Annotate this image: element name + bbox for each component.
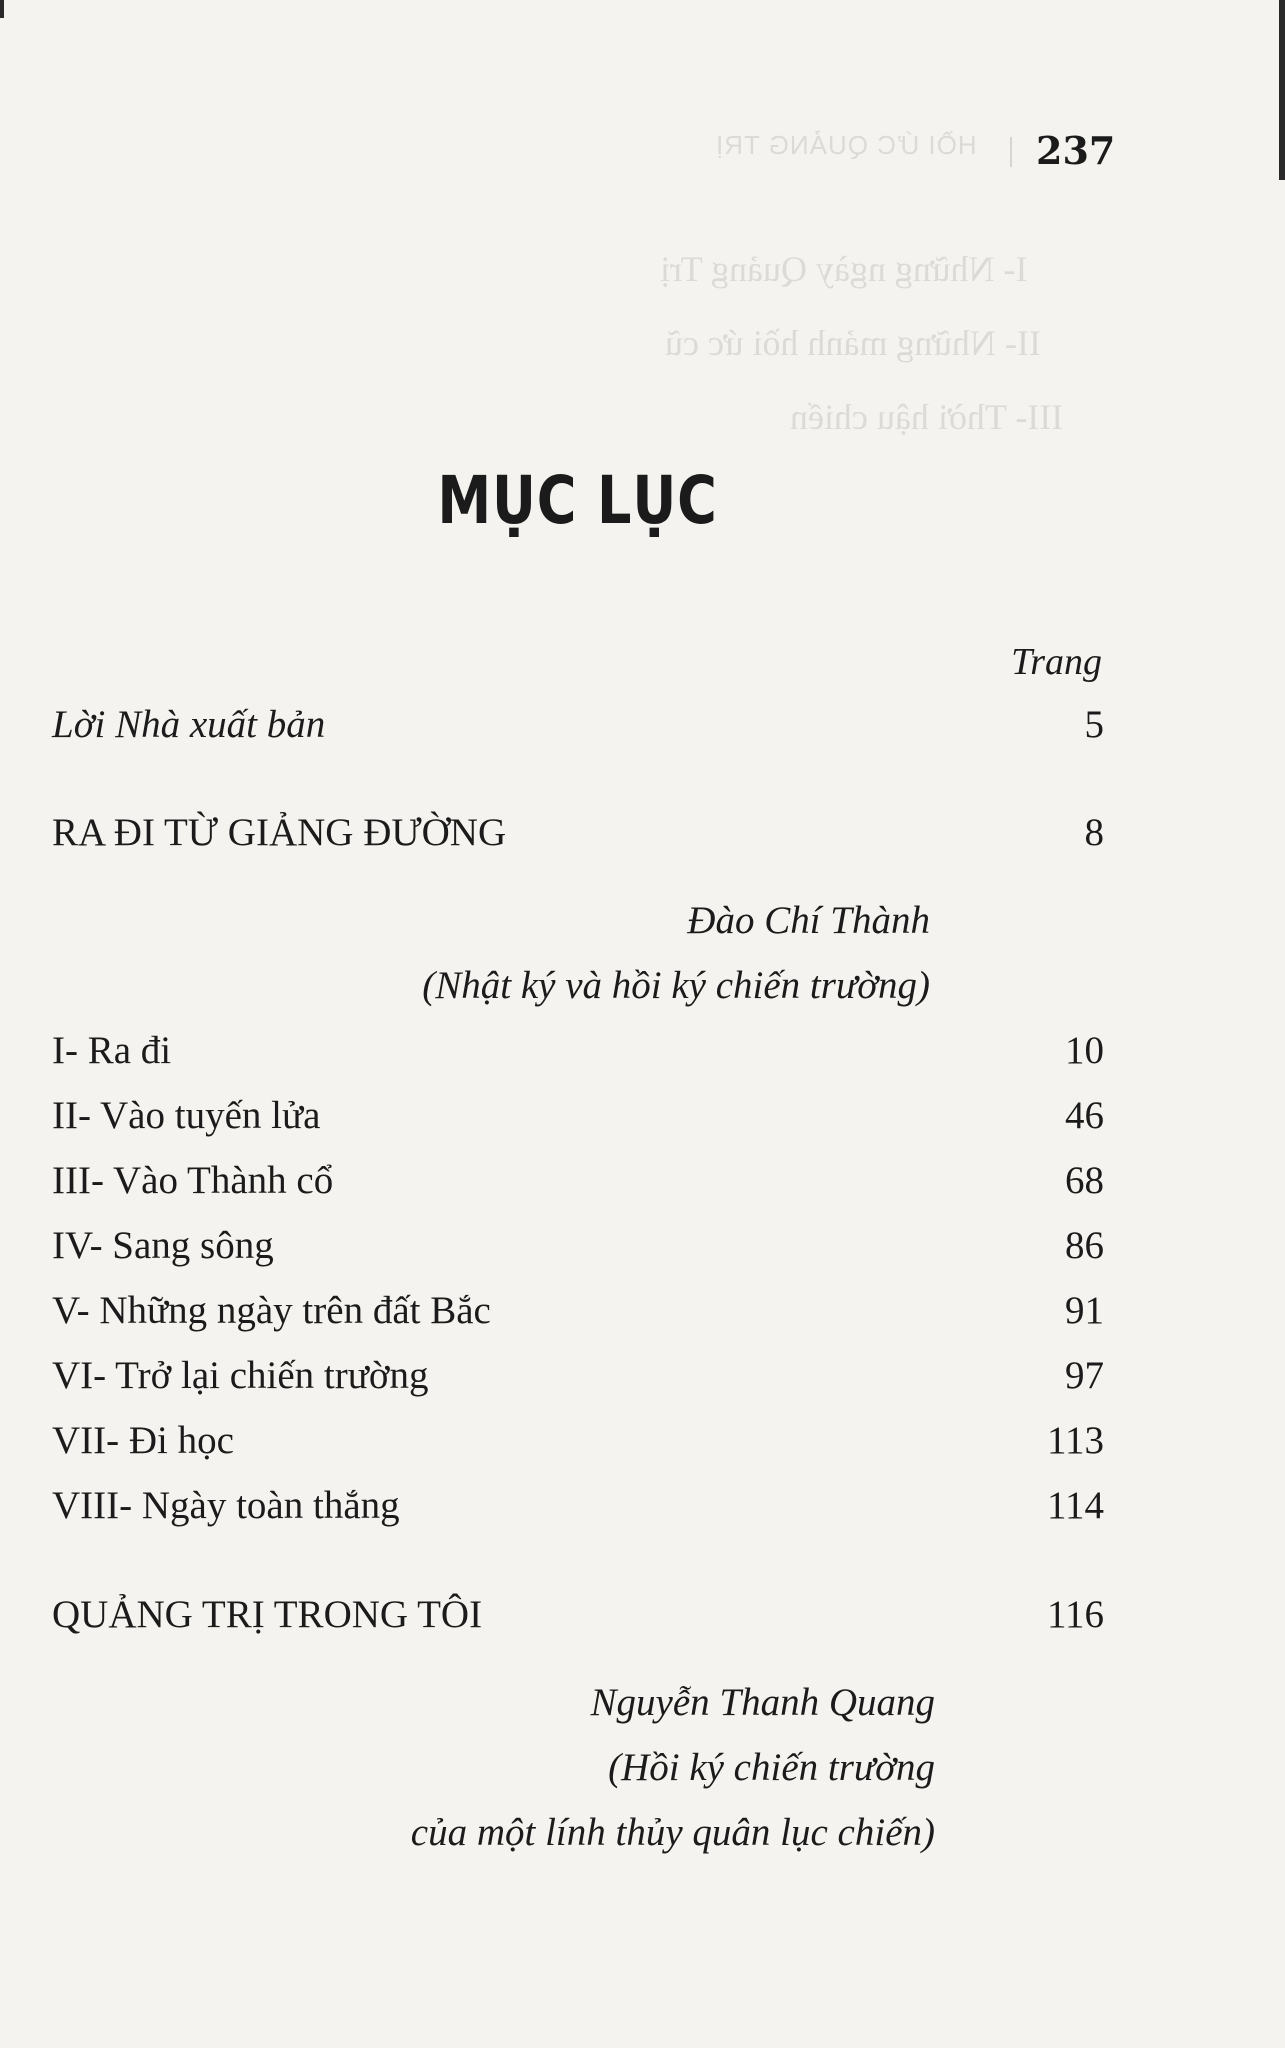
chapter-label: VIII- Ngày toàn thắng [52,1484,400,1527]
toc-section-1[interactable] [52,810,1104,855]
page-corner-shadow [0,0,4,18]
chapter-page: 91 [1065,1289,1104,1332]
toc-entry-label: Lời Nhà xuất bản [52,703,326,746]
chapter-page: 86 [1065,1224,1104,1267]
toc-chapter[interactable] [52,1158,1104,1203]
toc-entry-publisher-note[interactable] [52,702,1104,747]
toc-entry-page: 5 [1084,703,1104,746]
chapter-label: III- Vào Thành cổ [52,1159,334,1202]
show-through-line: II- Những mảnh hồi ức cũ [665,323,1041,363]
toc-chapter[interactable] [52,1093,1104,1138]
toc-chapter[interactable] [52,1483,1104,1528]
section-author: Đào Chí Thành [687,899,930,942]
section-subtitle: (Nhật ký và hồi ký chiến trường) [422,964,930,1007]
toc-chapter[interactable] [52,1353,1104,1398]
chapter-label: IV- Sang sông [52,1224,274,1267]
show-through-header: HỒI ỨC QUẢNG TRỊ [715,130,977,160]
section-subtitle: (Hồi ký chiến trường [608,1746,935,1789]
section-page: 116 [1046,1593,1104,1636]
chapter-label: I- Ra đi [52,1029,172,1072]
chapter-page: 68 [1065,1159,1104,1202]
show-through-line: I- Những ngày Quảng Trị [660,249,1028,289]
section-page: 8 [1084,811,1104,854]
show-through-line: III- Thời hậu chiến [790,397,1064,437]
section-title: QUẢNG TRỊ TRONG TÔI [52,1593,483,1636]
section-subtitle: của một lính thủy quân lục chiến) [410,1811,935,1854]
toc-chapter[interactable] [52,1223,1104,1268]
chapter-label: II- Vào tuyến lửa [52,1094,321,1137]
chapter-label: V- Những ngày trên đất Bắc [52,1289,491,1332]
chapter-page: 10 [1065,1029,1104,1072]
chapter-label: VII- Đi học [52,1419,234,1462]
toc-section-2[interactable] [52,1592,1104,1637]
chapter-page: 113 [1046,1419,1104,1462]
page-column-label: Trang [1011,641,1102,683]
header-divider [1010,137,1012,167]
page-number: 237 [1036,128,1116,173]
chapter-label: VI- Trở lại chiến trường [52,1354,429,1397]
toc-chapter[interactable] [52,1028,1104,1073]
chapter-page: 46 [1065,1094,1104,1137]
section-title: RA ĐI TỪ GIẢNG ĐƯỜNG [52,811,507,854]
page-edge-shadow [1279,0,1285,180]
chapter-page: 114 [1046,1484,1104,1527]
section-author: Nguyễn Thanh Quang [590,1681,935,1724]
toc-chapter[interactable] [52,1288,1104,1333]
page-title: MỤC LỤC [437,462,718,539]
toc-chapter[interactable] [52,1418,1104,1463]
chapter-page: 97 [1065,1354,1104,1397]
